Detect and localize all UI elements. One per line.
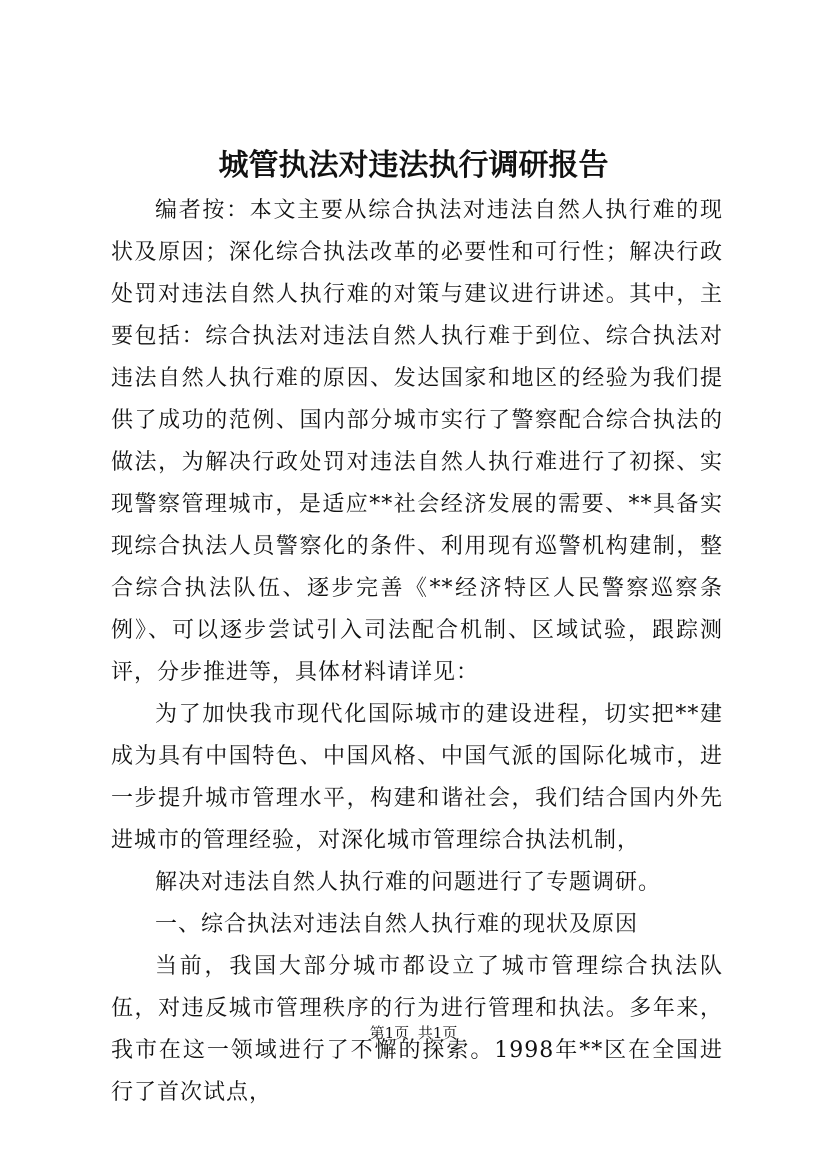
- paragraph-intro: 为了加快我市现代化国际城市的建设进程，切实把**建成为具有中国特色、中国风格、中国气派的国际化城市，进一步提升城市管理水平，构建和谐社会，我们结合国内外先进城市的管理经验，对深化城市管理综合执法机制，: [111, 702, 723, 853]
- paragraph-intro-continued: 解决对违法自然人执行难的问题进行了专题调研。: [155, 870, 662, 895]
- document-body: [111, 190, 723, 1114]
- page-total: 共1页: [417, 1024, 458, 1042]
- paragraph-editor-note: 编者按：本文主要从综合执法对违法自然人执行难的现状及原因；深化综合执法改革的必要性和可行性；解决行政处罚对违法自然人执行难的对策与建议进行讲述。其中，主要包括：综合执法对违法自然人执行难于到位、综合执法对违法自然人执行难的原因、发达国家和地区的经验为我们提供了成功的范例、国内部分城市实行了警察配合综合执法的做法，为解决行政处罚对违法自然人执行难进行了初探、实现警察管理城市，是适应**社会经济发展的需要、**具备实现综合执法人员警察化的条件、利用现有巡警机构建制，整合综合执法队伍、逐步完善《**经济特区人民警察巡察条例》、可以逐步尝试引入司法配合机制、区域试验，跟踪测评，分步推进等，具体材料请详见：: [111, 198, 723, 685]
- page-number: 第1页: [369, 1024, 410, 1042]
- paragraph-section-1: 当前，我国大部分城市都设立了城市管理综合执法队伍，对违反城市管理秩序的行为进行管理和执法。多年来，我市在这一领域进行了不懈的探索。1998年**区在全国进行了首次试点，: [111, 954, 723, 1105]
- section-heading-1: 一、综合执法对违法自然人执行难的现状及原因: [155, 912, 639, 937]
- page-footer: [0, 1022, 827, 1044]
- document-title: 城管执法对违法执行调研报告: [218, 148, 609, 183]
